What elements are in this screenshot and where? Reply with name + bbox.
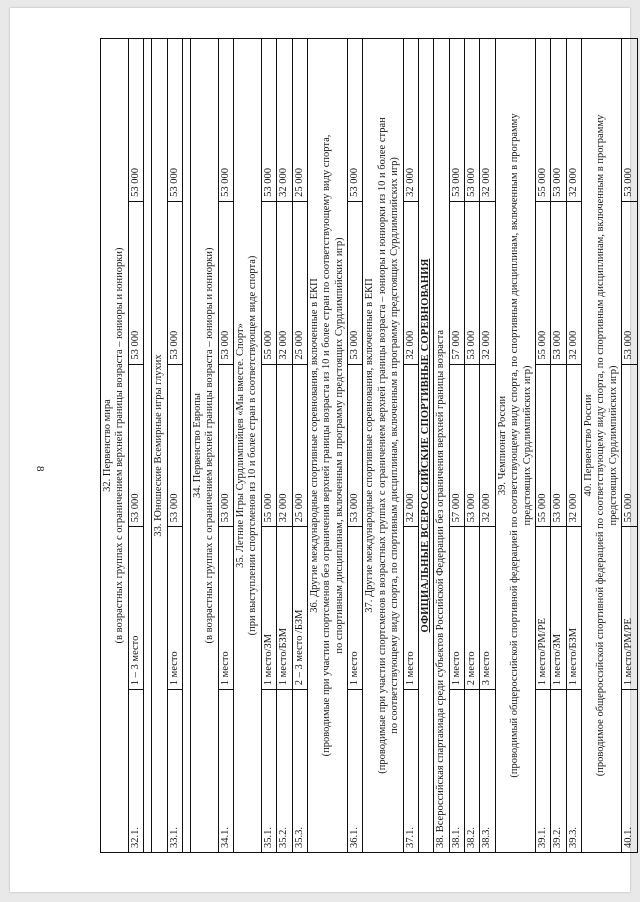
section-heading: 37. Другие международные спортивные соревнования, включенные в ЕКП [364,278,376,613]
spacer-cell [144,39,152,853]
section-title-row [152,39,167,853]
table-row [465,39,480,853]
place-cell: 1 место [403,527,418,690]
section-title-cell [495,39,535,853]
table-row [535,39,550,853]
section-title-row [101,39,129,853]
row-number-cell: 32.1. [128,690,143,853]
amount-cell: 53 000 [218,39,233,202]
section-heading: 33. Юношеские Всемирные игры глухих [153,354,165,537]
section-heading: 35. Летние Игры Сурдлимпийцев «Мы вместе. Спорт» [235,323,246,568]
category-row [418,39,433,853]
amount-cell: 53 000 [551,364,566,527]
section-title-cell [101,39,129,853]
row-number-cell: 39.1. [535,690,550,853]
payments-table [100,38,638,853]
amount-cell: 53 000 [622,201,637,364]
row-number-cell: 35.2. [277,690,292,853]
table-row [622,39,637,853]
amount-cell: 53 000 [551,201,566,364]
section-note: по соответствующему виду спорта, по спортивным дисциплинам, включенным в программу предстоящих Сурдлимпийских игр) [389,157,401,734]
place-cell: 1 место/РМ/РЕ [622,527,637,690]
amount-cell: 32 000 [403,201,418,364]
amount-cell: 53 000 [465,364,480,527]
amount-cell: 55 000 [261,364,276,527]
amount-cell: 53 000 [348,201,363,364]
row-number-cell: 38.3. [480,690,495,853]
amount-cell: 32 000 [277,364,292,527]
table-row [449,39,464,853]
row-number-cell: 36.1. [348,690,363,853]
amount-cell: 25 000 [292,39,307,202]
amount-cell: 55 000 [535,39,550,202]
section-heading: 39. Чемпионат России [496,395,508,496]
amount-cell: 53 000 [348,39,363,202]
table-body [101,39,638,853]
spacer-row [182,39,190,853]
place-cell: 1 место/ЗМ [261,527,276,690]
amount-cell: 32 000 [403,364,418,527]
row-number-cell: 33.1. [167,690,182,853]
table-row [292,39,307,853]
row-number-cell: 39.3. [566,690,581,853]
section-note: (проводимое общероссийской спортивной федерацией по соответствующему виду спорта, по спортивным дисциплинам, включенным в программу [595,114,607,777]
section-note: (при выступлении спортсменов из 10 и более стран в соответствующем виде спорта) [247,255,259,636]
row-number-cell: 40.1. [622,690,637,853]
amount-cell: 53 000 [449,39,464,202]
spacer-row [144,39,152,853]
amount-cell: 55 000 [622,364,637,527]
place-cell: 1 место [348,527,363,690]
section-heading: 38. Всероссийская спартакиада среди субъектов Российской Федерации без ограничения верхней границы возраста [434,39,449,853]
place-cell: 1 место [218,527,233,690]
section-title-row [495,39,535,853]
amount-cell: 53 000 [261,39,276,202]
row-number-cell: 35.3. [292,690,307,853]
amount-cell: 57 000 [449,201,464,364]
rotated-table-area [100,38,638,853]
amount-cell: 32 000 [566,201,581,364]
category-heading: ОФИЦИАЛЬНЫЕ ВСЕРОССИЙСКИЕ СПОРТИВНЫЕ СОРЕВНОВАНИЯ [418,39,433,853]
section-title-cell [190,39,218,853]
place-cell: 1 место/БЗМ [566,527,581,690]
section-title-cell [152,39,167,853]
section-title-cell [307,39,347,853]
amount-cell: 53 000 [348,364,363,527]
amount-cell: 53 000 [465,39,480,202]
amount-cell: 53 000 [218,201,233,364]
table-row [403,39,418,853]
amount-cell: 32 000 [403,39,418,202]
table-row [566,39,581,853]
table-row [218,39,233,853]
place-cell: 1 место [167,527,182,690]
row-number-cell: 38.1. [449,690,464,853]
table-row [277,39,292,853]
place-cell: 3 место [480,527,495,690]
amount-cell: 53 000 [465,201,480,364]
section-note: по спортивным дисциплинам, включенным в программу предстоящих Сурдлимпийских игр) [333,237,345,654]
table-row [167,39,182,853]
section-heading: 34. Первенство Европы [191,393,203,498]
section-heading: 32. Первенство мира [102,399,113,492]
amount-cell: 53 000 [167,39,182,202]
section-heading: 40. Первенство России [583,394,594,497]
amount-cell: 53 000 [167,364,182,527]
section-note: (в возрастных группах с ограничением верхней границы возраста – юниоры и юниорки) [204,247,216,644]
section-note: предстоящих Сурдлимпийских игр) [521,365,533,526]
row-number-cell: 35.1. [261,690,276,853]
section-title-cell [234,39,262,853]
section-title-cell [363,39,403,853]
page-number: 8 [34,466,46,472]
amount-cell: 25 000 [292,201,307,364]
amount-cell: 53 000 [218,364,233,527]
table-row [128,39,143,853]
amount-cell: 32 000 [566,39,581,202]
amount-cell: 32 000 [566,364,581,527]
table-row [551,39,566,853]
place-cell: 2 – 3 место /БЗМ [292,527,307,690]
amount-cell: 55 000 [261,201,276,364]
amount-cell: 32 000 [480,201,495,364]
amount-cell: 32 000 [277,201,292,364]
section-note: (в возрастных группах с ограничением верхней границы возраста – юниоры и юниорки) [114,247,126,644]
place-cell: 1 место/БЗМ [277,527,292,690]
table-row [261,39,276,853]
row-number-cell: 37.1. [403,690,418,853]
row-number-cell: 38.2. [465,690,480,853]
section-title-cell [582,39,622,853]
place-cell: 1 – 3 место [128,527,143,690]
amount-cell: 32 000 [480,39,495,202]
amount-cell: 53 000 [622,39,637,202]
section-title-row [363,39,403,853]
amount-cell: 32 000 [277,39,292,202]
table-row [348,39,363,853]
document-page [10,8,635,892]
amount-cell: 53 000 [167,201,182,364]
place-cell: 1 место [449,527,464,690]
amount-cell: 32 000 [480,364,495,527]
section-title-row [307,39,347,853]
section-note: (проводимые при участии спортсменов без ограничения верхней границы возраста из 10 и более стран по соответствующему виду спорта, [321,134,333,757]
section-title-row [190,39,218,853]
amount-cell: 55 000 [535,364,550,527]
amount-cell: 53 000 [128,39,143,202]
section-title-row [434,39,449,853]
place-cell: 2 место [465,527,480,690]
amount-cell: 53 000 [551,39,566,202]
section-title-row [234,39,262,853]
section-note: (проводимые при участии спортсменов в возрастных группах с ограничением верхней границы возраста – юниоры и юниорки из 10 и более стран [376,117,388,774]
section-note: (проводимый общероссийской спортивной федерацией по соответствующему виду спорта, по спортивным дисциплинам, включенным в программу [509,113,521,778]
place-cell: 1 место/ЗМ [551,527,566,690]
amount-cell: 53 000 [128,201,143,364]
amount-cell: 57 000 [449,364,464,527]
spacer-cell [182,39,190,853]
amount-cell: 53 000 [128,364,143,527]
place-cell: 1 место/РМ/РЕ [535,527,550,690]
amount-cell: 25 000 [292,364,307,527]
row-number-cell: 39.2. [551,690,566,853]
section-title-row [582,39,622,853]
section-heading: 36. Другие международные спортивные соревнования, включенные в ЕКП [308,278,320,613]
amount-cell: 55 000 [535,201,550,364]
section-note: предстоящих Сурдлимпийских игр) [607,365,619,526]
table-row [480,39,495,853]
row-number-cell: 34.1. [218,690,233,853]
